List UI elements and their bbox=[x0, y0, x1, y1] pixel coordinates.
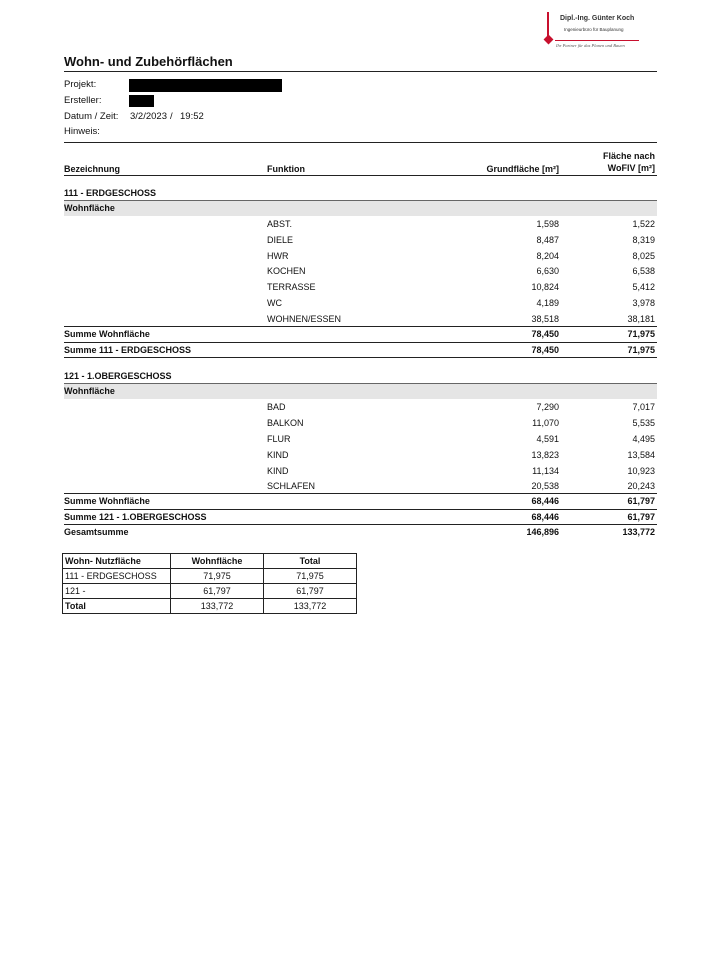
row-funktion: TERRASSE bbox=[267, 282, 316, 292]
summary-cell: 133,772 bbox=[171, 599, 264, 614]
row-grund: 38,518 bbox=[531, 314, 559, 324]
summary-header: Wohnfläche bbox=[171, 554, 264, 569]
summary-row bbox=[63, 569, 357, 584]
row-funktion: WC bbox=[267, 298, 282, 308]
zeit-value: 19:52 bbox=[180, 111, 204, 122]
logo-slogan: Ihr Partner für das Planen und Bauen bbox=[556, 43, 625, 48]
projekt-label: Projekt: bbox=[64, 79, 97, 90]
table-row bbox=[64, 479, 657, 494]
row-grund: 10,824 bbox=[531, 282, 559, 292]
row-wofiv: 7,017 bbox=[632, 402, 655, 412]
datum-label: Datum / Zeit: bbox=[64, 111, 119, 122]
logo-name: Dipl.-Ing. Günter Koch bbox=[560, 15, 635, 22]
floor-title: 121 - 1.OBERGESCHOSS bbox=[64, 371, 172, 381]
row-grund: 4,591 bbox=[536, 434, 559, 444]
ersteller-label: Ersteller: bbox=[64, 95, 102, 106]
row-wofiv: 3,978 bbox=[632, 298, 655, 308]
hinweis-label: Hinweis: bbox=[64, 126, 100, 137]
summary-header: Wohn- Nutzfläche bbox=[63, 554, 171, 569]
grand-total-row bbox=[64, 524, 657, 539]
table-row bbox=[64, 416, 657, 431]
datum-value: 3/2/2023 bbox=[130, 111, 167, 122]
row-funktion: DIELE bbox=[267, 235, 294, 245]
row-grund: 8,204 bbox=[536, 251, 559, 261]
title-divider bbox=[64, 71, 657, 72]
summary-header: Total bbox=[264, 554, 357, 569]
row-wofiv: 6,538 bbox=[632, 266, 655, 276]
summary-cell: 71,975 bbox=[171, 569, 264, 584]
sum-floor-wofiv: 61,797 bbox=[627, 512, 655, 522]
row-wofiv: 38,181 bbox=[627, 314, 655, 324]
col-wofiv-line1: Fläche nach bbox=[602, 151, 655, 161]
row-wofiv: 8,025 bbox=[632, 251, 655, 261]
row-grund: 1,598 bbox=[536, 219, 559, 229]
summary-header-row bbox=[63, 554, 357, 569]
summary-table bbox=[62, 553, 357, 614]
ersteller-redacted bbox=[129, 95, 154, 107]
row-wofiv: 5,412 bbox=[632, 282, 655, 292]
header-divider bbox=[64, 175, 657, 176]
floor-title: 111 - ERDGESCHOSS bbox=[64, 188, 157, 198]
row-funktion: BAD bbox=[267, 402, 286, 412]
table-row bbox=[64, 217, 657, 232]
projekt-redacted bbox=[129, 79, 282, 92]
summary-cell-text: 121 - bbox=[65, 585, 86, 596]
sum-category-wofiv: 71,975 bbox=[627, 329, 655, 339]
logo-subtitle: Ingenieurbüro für Bauplanung bbox=[564, 27, 624, 32]
table-row bbox=[64, 233, 657, 248]
sum-category-row bbox=[64, 326, 657, 341]
row-grund: 11,134 bbox=[532, 466, 559, 476]
summary-row bbox=[63, 584, 357, 599]
category-band bbox=[64, 383, 657, 399]
sum-category-grund: 68,446 bbox=[531, 496, 559, 506]
sum-floor-grund: 78,450 bbox=[531, 345, 559, 355]
grand-total-grund: 146,896 bbox=[526, 527, 559, 537]
grand-total-wofiv: 133,772 bbox=[622, 527, 655, 537]
sum-floor-label: Summe 121 - 1.OBERGESCHOSS bbox=[64, 512, 207, 522]
sum-category-label: Summe Wohnfläche bbox=[64, 329, 150, 339]
col-funktion: Funktion bbox=[267, 164, 305, 174]
summary-cell: 111 - ERDGESCHOSS bbox=[63, 569, 171, 584]
row-wofiv: 13,584 bbox=[627, 450, 655, 460]
col-grundflaeche: Grundfläche [m²] bbox=[486, 164, 559, 174]
table-row bbox=[64, 448, 657, 463]
row-funktion: FLUR bbox=[267, 434, 291, 444]
row-grund: 8,487 bbox=[536, 235, 559, 245]
sum-category-grund: 78,450 bbox=[531, 329, 559, 339]
datum-separator: / bbox=[170, 111, 173, 122]
sum-floor-row bbox=[64, 342, 657, 357]
row-grund: 6,630 bbox=[536, 266, 559, 276]
sum-category-label: Summe Wohnfläche bbox=[64, 496, 150, 506]
grand-total-label: Gesamtsumme bbox=[64, 527, 129, 537]
summary-total-row bbox=[63, 599, 357, 614]
sum-divider bbox=[64, 357, 657, 358]
row-grund: 11,070 bbox=[532, 418, 559, 428]
row-funktion: HWR bbox=[267, 251, 289, 261]
table-row bbox=[64, 312, 657, 327]
summary-cell: 71,975 bbox=[264, 569, 357, 584]
category-label: Wohnfläche bbox=[64, 203, 115, 213]
sum-floor-row bbox=[64, 509, 657, 524]
row-wofiv: 1,522 bbox=[632, 219, 655, 229]
table-row bbox=[64, 432, 657, 447]
page-title: Wohn- und Zubehörflächen bbox=[64, 54, 233, 69]
summary-cell bbox=[63, 584, 171, 599]
row-funktion: WOHNEN/ESSEN bbox=[267, 314, 342, 324]
table-row bbox=[64, 296, 657, 311]
sum-floor-label: Summe 111 - ERDGESCHOSS bbox=[64, 345, 192, 355]
row-funktion: ABST. bbox=[267, 219, 293, 229]
table-row bbox=[64, 280, 657, 295]
row-funktion: KOCHEN bbox=[267, 266, 306, 276]
summary-cell: 61,797 bbox=[264, 584, 357, 599]
table-row bbox=[64, 249, 657, 264]
col-wofiv-line2: WoFlV [m²] bbox=[607, 163, 655, 173]
sum-floor-wofiv: 71,975 bbox=[627, 345, 655, 355]
sum-floor-grund: 68,446 bbox=[531, 512, 559, 522]
table-row bbox=[64, 400, 657, 415]
sum-category-row bbox=[64, 493, 657, 508]
row-funktion: SCHLAFEN bbox=[267, 481, 316, 491]
summary-cell: Total bbox=[63, 599, 171, 614]
table-row bbox=[64, 264, 657, 279]
row-grund: 20,538 bbox=[531, 481, 559, 491]
col-bezeichnung: Bezeichnung bbox=[64, 164, 121, 174]
table-row bbox=[64, 464, 657, 479]
row-funktion: KIND bbox=[267, 450, 289, 460]
summary-cell: 61,797 bbox=[171, 584, 264, 599]
row-grund: 4,189 bbox=[536, 298, 559, 308]
row-wofiv: 20,243 bbox=[627, 481, 655, 491]
row-wofiv: 4,495 bbox=[632, 434, 655, 444]
summary-cell: 133,772 bbox=[264, 599, 357, 614]
logo-line bbox=[555, 40, 639, 41]
row-grund: 7,290 bbox=[536, 402, 559, 412]
row-wofiv: 10,923 bbox=[627, 466, 655, 476]
category-band bbox=[64, 200, 657, 216]
row-funktion: KIND bbox=[267, 466, 289, 476]
sum-category-wofiv: 61,797 bbox=[627, 496, 655, 506]
category-label: Wohnfläche bbox=[64, 386, 115, 396]
row-wofiv: 5,535 bbox=[632, 418, 655, 428]
meta-divider bbox=[64, 142, 657, 143]
row-grund: 13,823 bbox=[531, 450, 559, 460]
row-funktion: BALKON bbox=[267, 418, 304, 428]
row-wofiv: 8,319 bbox=[632, 235, 655, 245]
